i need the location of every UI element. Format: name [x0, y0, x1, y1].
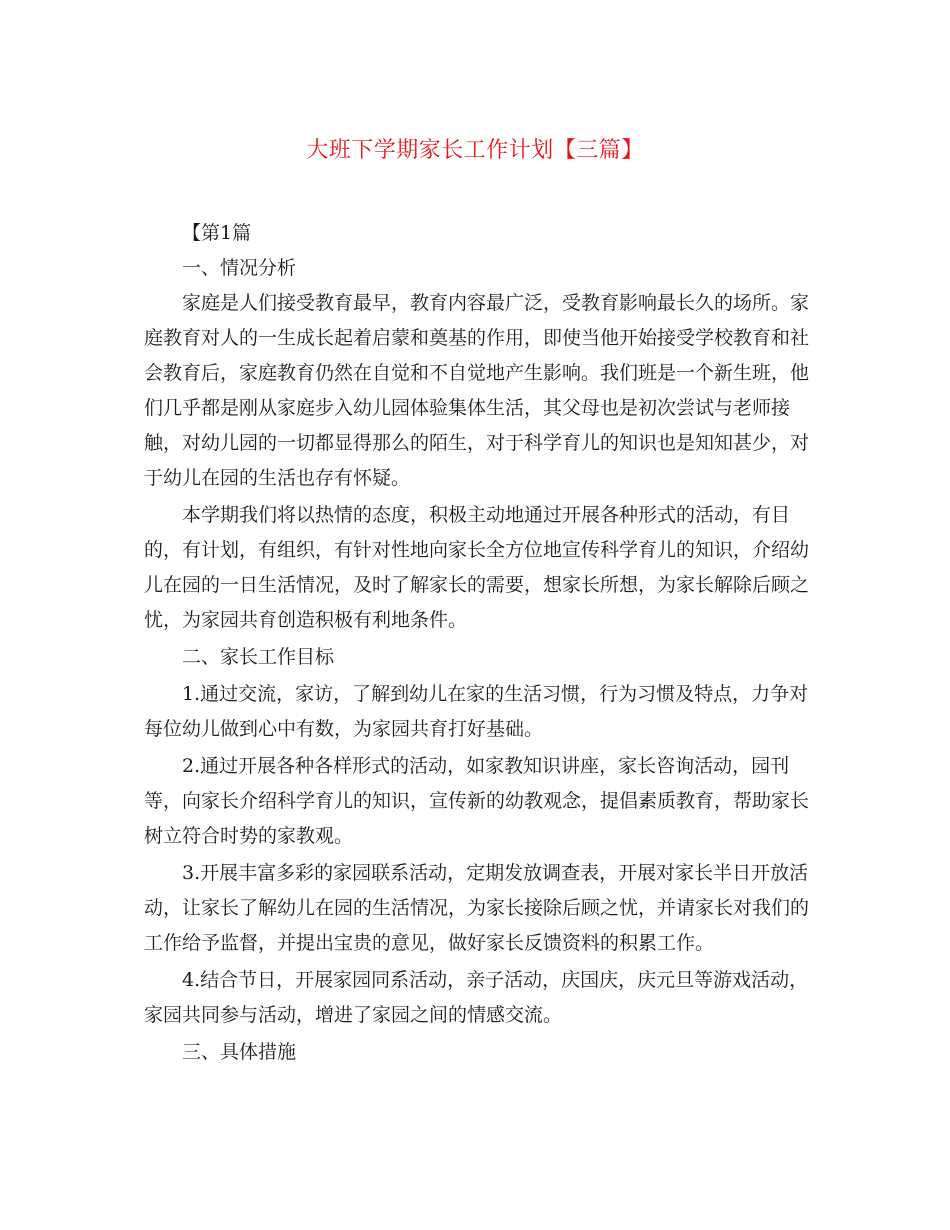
heading-work-goals: 二、家长工作目标 [182, 646, 335, 668]
paragraph-line: 工作给予监督，并提出宝贵的意见，做好家长反馈资料的积累工作。 [144, 932, 715, 954]
paragraph-line: 于幼儿在园的生活也存有怀疑。 [144, 467, 411, 489]
paragraph-line: 家庭是人们接受教育最早，教育内容最广泛，受教育影响最长久的场所。家 [182, 292, 810, 314]
paragraph-line: 庭教育对人的一生成长起着启蒙和奠基的作用，即使当他开始接受学校教育和社 [144, 327, 810, 349]
paragraph-line: 家园共同参与活动，增进了家园之间的情感交流。 [144, 1004, 563, 1026]
goal-item-1 [144, 677, 809, 747]
section-label: 【第1篇 [182, 222, 252, 244]
heading-situation-analysis: 一、情况分析 [182, 257, 297, 279]
paragraph-line: 1.通过交流，家访，了解到幼儿在家的生活习惯，行为习惯及特点，力争对 [182, 683, 809, 705]
paragraph-line: 本学期我们将以热情的态度，积极主动地通过开展各种形式的活动，有目 [182, 504, 791, 526]
paragraph-line: 4.结合节日，开展家园同系活动，亲子活动，庆国庆，庆元旦等游戏活动， [182, 969, 809, 991]
paragraph-line: 每位幼儿做到心中有数，为家园共育打好基础。 [144, 718, 544, 740]
paragraph-line: 等，向家长介绍科学育儿的知识，宣传新的幼教观念，提倡素质教育，帮助家长 [144, 790, 810, 812]
document-title: 大班下学期家长工作计划【三篇】 [306, 138, 644, 163]
paragraph-line: 忧，为家园共育创造积极有利地条件。 [144, 609, 468, 631]
goal-item-4 [144, 963, 809, 1033]
paragraph-line: 动，让家长了解幼儿在园的生活情况，为家长接除后顾之忧，并请家长对我们的 [144, 897, 810, 919]
paragraph-line: 触，对幼儿园的一切都显得那么的陌生，对于科学育儿的知识也是知知甚少，对 [144, 432, 810, 454]
goal-item-2 [144, 749, 810, 854]
paragraph-line: 会教育后，家庭教育仍然在自觉和不自觉地产生影响。我们班是一个新生班，他 [144, 362, 810, 384]
paragraph-line: 的，有计划，有组织，有针对性地向家长全方位地宣传科学育儿的知识，介绍幼 [144, 539, 810, 561]
paragraph-line: 2.通过开展各种各样形式的活动，如家教知识讲座，家长咨询活动，园刊 [182, 755, 790, 777]
document-body [144, 216, 810, 1070]
heading-measures: 三、具体措施 [182, 1041, 297, 1063]
paragraph-family-education [144, 286, 810, 496]
paragraph-line: 们几乎都是刚从家庭步入幼儿园体验集体生活，其父母也是初次尝试与老师接 [144, 397, 791, 419]
paragraph-semester-plan [144, 498, 810, 638]
paragraph-line: 3.开展丰富多彩的家园联系活动，定期发放调查表，开展对家长半日开放活 [182, 862, 809, 884]
goal-item-3 [144, 856, 810, 961]
paragraph-line: 树立符合时势的家教观。 [144, 825, 354, 847]
paragraph-line: 儿在园的一日生活情况，及时了解家长的需要，想家长所想，为家长解除后顾之 [144, 574, 810, 596]
